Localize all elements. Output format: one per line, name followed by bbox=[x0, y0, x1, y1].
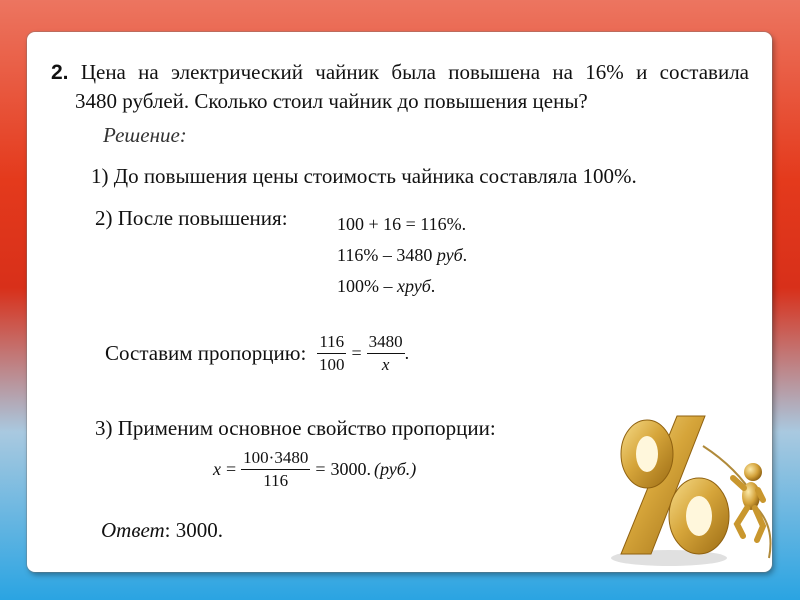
equation-116-text: 116% – 3480 bbox=[337, 245, 437, 265]
step-1: 1) До повышения цены стоимость чайника составляла 100%. bbox=[91, 164, 637, 188]
slide bbox=[27, 32, 772, 572]
formula-equals-1: = bbox=[226, 459, 237, 479]
formula-denominator: 116 bbox=[263, 471, 289, 490]
proportion-left-numerator: 116 bbox=[317, 332, 346, 354]
equation-100-var: хруб bbox=[397, 276, 431, 296]
answer-value: : 3000. bbox=[164, 518, 223, 542]
problem-line-1-text: Цена на электрический чайник была повышена на 16% и составила bbox=[80, 60, 749, 84]
equation-sum: 100 + 16 = 116%. bbox=[337, 214, 467, 234]
formula-numerator: 100·3480 bbox=[241, 448, 310, 470]
percent-illustration bbox=[607, 408, 787, 570]
proportion-right-denominator: x bbox=[381, 355, 390, 374]
problem-line-1 bbox=[51, 58, 749, 87]
equation-100-percent bbox=[337, 276, 435, 297]
gold-percent-sign-icon bbox=[611, 416, 729, 566]
step-3: 3) Применим основное свойство пропорции: bbox=[95, 416, 496, 440]
formula-result: 3000. bbox=[330, 459, 371, 479]
equation-116-percent bbox=[337, 245, 467, 266]
final-formula bbox=[213, 448, 416, 491]
proportion-right-numerator: 3480 bbox=[367, 332, 405, 354]
problem-text bbox=[51, 58, 749, 115]
equation-100-end: . bbox=[430, 276, 436, 296]
answer-label: Ответ bbox=[101, 518, 165, 542]
proportion-formula bbox=[317, 332, 409, 375]
proportion-equals: = bbox=[351, 343, 362, 363]
equation-100-text: 100% – bbox=[337, 276, 397, 296]
proportion-right-fraction bbox=[367, 332, 405, 375]
proportion-left-denominator: 100 bbox=[319, 355, 345, 374]
proportion-end: . bbox=[404, 343, 410, 363]
answer bbox=[101, 518, 223, 543]
proportion-label: Составим пропорцию: bbox=[105, 341, 307, 365]
formula-lhs: x bbox=[213, 459, 221, 479]
problem-line-2: 3480 рублей. Сколько стоил чайник до повышения цены? bbox=[75, 89, 588, 113]
formula-unit: (руб.) bbox=[373, 459, 417, 479]
step-2: 2) После повышения: bbox=[95, 206, 288, 230]
formula-equals-2: = bbox=[315, 459, 326, 479]
equation-116-unit: руб bbox=[436, 245, 463, 265]
problem-number: 2. bbox=[51, 61, 69, 84]
solution-heading: Решение: bbox=[103, 123, 187, 147]
equation-116-end: . bbox=[462, 245, 468, 265]
proportion-left-fraction bbox=[317, 332, 347, 375]
formula-fraction bbox=[241, 448, 310, 491]
